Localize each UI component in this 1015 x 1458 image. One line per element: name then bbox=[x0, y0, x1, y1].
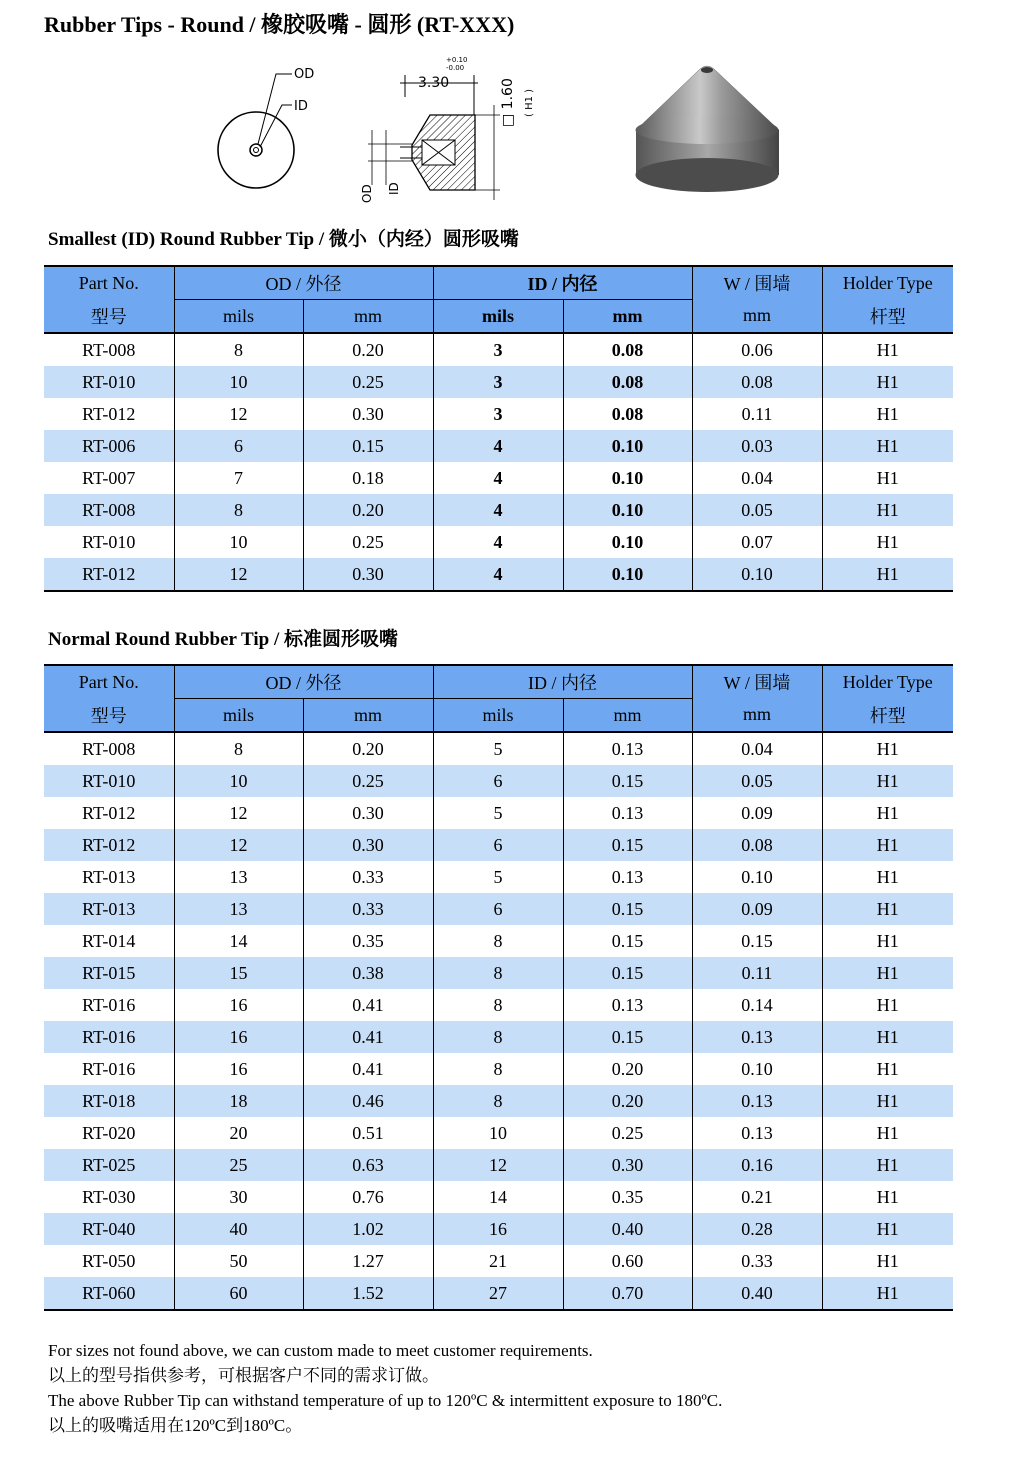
smallest-section-title: Smallest (ID) Round Rubber Tip / 微小（内经）圆形吸嘴 bbox=[48, 229, 519, 250]
table-cell: 0.41 bbox=[303, 1021, 433, 1053]
table-cell: 0.70 bbox=[563, 1277, 692, 1310]
header-id: ID / 内径 bbox=[433, 665, 692, 699]
table-cell: H1 bbox=[822, 829, 953, 861]
table-cell: H1 bbox=[822, 1149, 953, 1181]
table-cell: 0.20 bbox=[303, 494, 433, 526]
table-cell: 8 bbox=[433, 925, 563, 957]
table-cell: 18 bbox=[174, 1085, 303, 1117]
table-cell: 0.30 bbox=[563, 1149, 692, 1181]
table-cell: 0.60 bbox=[563, 1245, 692, 1277]
table-cell: 4 bbox=[433, 558, 563, 591]
table-cell: 0.10 bbox=[563, 558, 692, 591]
header-od: OD / 外径 bbox=[174, 665, 433, 699]
table-cell: H1 bbox=[822, 494, 953, 526]
table-cell: 0.10 bbox=[692, 558, 822, 591]
table-cell: 0.08 bbox=[563, 333, 692, 366]
dim-1-60: □ 1.60 bbox=[500, 78, 516, 127]
table-cell: 0.25 bbox=[303, 366, 433, 398]
table-cell: 0.07 bbox=[692, 526, 822, 558]
table-cell: 0.13 bbox=[563, 989, 692, 1021]
table-cell: H1 bbox=[822, 861, 953, 893]
table-cell: H1 bbox=[822, 1021, 953, 1053]
header-holder-cn: 杆型 bbox=[822, 300, 953, 334]
page-title: Rubber Tips - Round / 橡胶吸嘴 - 圆形 (RT-XXX) bbox=[44, 12, 515, 37]
table-cell: 0.10 bbox=[563, 430, 692, 462]
table-row bbox=[44, 558, 953, 591]
table-cell: 0.03 bbox=[692, 430, 822, 462]
table-cell: 0.41 bbox=[303, 1053, 433, 1085]
table-row bbox=[44, 732, 953, 765]
table-cell: 8 bbox=[433, 957, 563, 989]
header-id: ID / 内径 bbox=[433, 266, 692, 300]
table-cell: 30 bbox=[174, 1181, 303, 1213]
table-cell: 0.15 bbox=[303, 430, 433, 462]
table-cell: 0.20 bbox=[303, 333, 433, 366]
table-cell: 0.15 bbox=[563, 957, 692, 989]
header-od-mils: mils bbox=[174, 699, 303, 733]
table-cell: H1 bbox=[822, 1277, 953, 1310]
tolerance-plus: +0.10 bbox=[446, 56, 468, 64]
table-cell: 8 bbox=[433, 1021, 563, 1053]
table-cell: 0.30 bbox=[303, 558, 433, 591]
table-cell: RT-008 bbox=[82, 738, 136, 759]
table-cell: 0.05 bbox=[692, 494, 822, 526]
table-cell: 10 bbox=[174, 765, 303, 797]
table-cell: 0.08 bbox=[563, 366, 692, 398]
table-row bbox=[44, 989, 953, 1021]
table-cell: 16 bbox=[174, 1053, 303, 1085]
table-cell: 0.40 bbox=[563, 1213, 692, 1245]
table-cell: 0.13 bbox=[692, 1021, 822, 1053]
table-cell: 0.33 bbox=[303, 893, 433, 925]
table-cell: 0.25 bbox=[303, 765, 433, 797]
table-cell: 12 bbox=[433, 1149, 563, 1181]
table-cell: H1 bbox=[822, 989, 953, 1021]
header-w-mm: mm bbox=[692, 300, 822, 334]
table-cell: 0.10 bbox=[692, 861, 822, 893]
table-cell: RT-007 bbox=[82, 467, 136, 488]
table-cell: 0.09 bbox=[692, 893, 822, 925]
section-id-label: ID bbox=[387, 182, 401, 195]
table-cell: 0.08 bbox=[692, 829, 822, 861]
table-row bbox=[44, 1245, 953, 1277]
table-cell: 5 bbox=[433, 797, 563, 829]
table-cell: 0.41 bbox=[303, 989, 433, 1021]
table-cell: 0.05 bbox=[692, 765, 822, 797]
header-od-mils: mils bbox=[174, 300, 303, 334]
table-row bbox=[44, 925, 953, 957]
table-row bbox=[44, 1085, 953, 1117]
table-cell: 0.08 bbox=[563, 398, 692, 430]
table-cell: 4 bbox=[433, 526, 563, 558]
table-cell: 8 bbox=[174, 333, 303, 366]
table-cell: 1.27 bbox=[303, 1245, 433, 1277]
table-cell: RT-015 bbox=[44, 957, 174, 989]
front-view bbox=[218, 67, 314, 188]
table-row bbox=[44, 333, 953, 366]
table-cell: 14 bbox=[433, 1181, 563, 1213]
table-cell: RT-060 bbox=[44, 1277, 174, 1310]
table-cell: H1 bbox=[822, 732, 953, 765]
table-cell: RT-016 bbox=[82, 1058, 136, 1079]
header-part-no: Part No. bbox=[44, 266, 174, 300]
table-cell: 0.51 bbox=[303, 1117, 433, 1149]
header-od: OD / 外径 bbox=[174, 266, 433, 300]
technical-diagram bbox=[200, 55, 820, 210]
table-cell: 8 bbox=[433, 1053, 563, 1085]
table-row bbox=[44, 797, 953, 829]
table-cell: 5 bbox=[433, 732, 563, 765]
table-cell: 4 bbox=[433, 462, 563, 494]
table-cell: RT-012 bbox=[82, 802, 136, 823]
table-cell: 0.16 bbox=[692, 1149, 822, 1181]
table-cell: RT-050 bbox=[82, 1250, 136, 1271]
table-cell: 0.76 bbox=[303, 1181, 433, 1213]
table-cell: 6 bbox=[433, 765, 563, 797]
header-w: W / 围墙 bbox=[692, 266, 822, 300]
table-cell: 13 bbox=[174, 861, 303, 893]
table-cell: 0.13 bbox=[563, 797, 692, 829]
table-cell: H1 bbox=[822, 797, 953, 829]
table-cell: 15 bbox=[174, 957, 303, 989]
header-w-mm: mm bbox=[692, 699, 822, 733]
table-cell: 4 bbox=[433, 494, 563, 526]
table-row bbox=[44, 829, 953, 861]
header-holder-cn: 杆型 bbox=[822, 699, 953, 733]
table-row bbox=[44, 462, 953, 494]
table-row bbox=[44, 1213, 953, 1245]
table-cell: 0.10 bbox=[692, 1053, 822, 1085]
table-cell: RT-016 bbox=[82, 994, 136, 1015]
table-cell: 50 bbox=[174, 1245, 303, 1277]
note-line: 以上的型号指供参考，可根据客户不同的需求订做。 bbox=[48, 1366, 439, 1385]
tolerance-minus: -0.00 bbox=[446, 64, 465, 72]
table-cell: 1.02 bbox=[303, 1213, 433, 1245]
header-id-mm: mm bbox=[563, 300, 692, 334]
table-cell: 0.38 bbox=[303, 957, 433, 989]
table-cell: RT-012 bbox=[44, 829, 174, 861]
table-cell: RT-018 bbox=[44, 1085, 174, 1117]
table-cell: H1 bbox=[822, 1085, 953, 1117]
table-cell: RT-010 bbox=[44, 765, 174, 797]
table-cell: H1 bbox=[822, 366, 953, 398]
table-cell: 0.15 bbox=[563, 893, 692, 925]
table-cell: 8 bbox=[433, 1085, 563, 1117]
table-cell: 12 bbox=[174, 558, 303, 591]
table-cell: RT-013 bbox=[82, 866, 136, 887]
header-holder: Holder Type bbox=[822, 266, 953, 300]
table-row bbox=[44, 1117, 953, 1149]
table-cell: 14 bbox=[174, 925, 303, 957]
section-view bbox=[360, 56, 535, 203]
table-cell: 7 bbox=[174, 462, 303, 494]
table-cell: RT-014 bbox=[82, 930, 136, 951]
notes bbox=[48, 1338, 722, 1438]
note-line: For sizes not found above, we can custom made to meet customer requirements. bbox=[48, 1341, 593, 1360]
table-cell: 3 bbox=[433, 366, 563, 398]
table-cell: 8 bbox=[174, 494, 303, 526]
table-row bbox=[44, 1021, 953, 1053]
table-cell: RT-040 bbox=[44, 1213, 174, 1245]
table-cell: 0.15 bbox=[563, 765, 692, 797]
dim-3-30: 3.30 bbox=[418, 75, 450, 91]
table-cell: 0.15 bbox=[563, 829, 692, 861]
table-cell: 0.35 bbox=[303, 925, 433, 957]
table-cell: 3 bbox=[433, 398, 563, 430]
table-cell: 0.35 bbox=[563, 1181, 692, 1213]
table-cell: 0.13 bbox=[692, 1085, 822, 1117]
table-row bbox=[44, 1149, 953, 1181]
table-cell: H1 bbox=[822, 1213, 953, 1245]
table-cell: 8 bbox=[174, 732, 303, 765]
table-cell: H1 bbox=[822, 1181, 953, 1213]
smallest-table bbox=[44, 265, 953, 592]
table-cell: 0.33 bbox=[303, 861, 433, 893]
table-cell: 12 bbox=[174, 398, 303, 430]
table-cell: 0.13 bbox=[563, 732, 692, 765]
table-cell: 25 bbox=[174, 1149, 303, 1181]
table-cell: 0.10 bbox=[563, 526, 692, 558]
table-row bbox=[44, 366, 953, 398]
table-cell: 0.40 bbox=[692, 1277, 822, 1310]
section-od-label: OD bbox=[360, 184, 374, 203]
table-cell: 0.15 bbox=[563, 1021, 692, 1053]
table-cell: 4 bbox=[433, 430, 563, 462]
table-cell: 0.20 bbox=[303, 732, 433, 765]
table-cell: 0.25 bbox=[563, 1117, 692, 1149]
table-cell: 3 bbox=[433, 333, 563, 366]
table-cell: 16 bbox=[433, 1213, 563, 1245]
table-cell: 16 bbox=[174, 1021, 303, 1053]
table-cell: RT-016 bbox=[44, 1021, 174, 1053]
table-cell: RT-010 bbox=[82, 531, 136, 552]
table-cell: RT-012 bbox=[82, 403, 136, 424]
table-cell: 12 bbox=[174, 829, 303, 861]
table-row bbox=[44, 765, 953, 797]
table-row bbox=[44, 1277, 953, 1310]
table-cell: RT-030 bbox=[82, 1186, 136, 1207]
table-cell: RT-020 bbox=[82, 1122, 136, 1143]
table-cell: 0.04 bbox=[692, 462, 822, 494]
table-row bbox=[44, 893, 953, 925]
table-cell: 16 bbox=[174, 989, 303, 1021]
table-cell: 10 bbox=[174, 366, 303, 398]
table-cell: H1 bbox=[822, 333, 953, 366]
note-line: The above Rubber Tip can withstand temperature of up to 120ºC & intermittent exposure to 180ºC. bbox=[48, 1391, 723, 1410]
table-cell: 0.11 bbox=[692, 957, 822, 989]
table-cell: RT-008 bbox=[82, 339, 136, 360]
table-cell: H1 bbox=[822, 398, 953, 430]
table-cell: 0.30 bbox=[303, 398, 433, 430]
table-cell: H1 bbox=[822, 430, 953, 462]
table-cell: H1 bbox=[822, 558, 953, 591]
table-cell: 0.18 bbox=[303, 462, 433, 494]
table-cell: 0.20 bbox=[563, 1053, 692, 1085]
table-cell: 6 bbox=[433, 893, 563, 925]
table-cell: H1 bbox=[822, 765, 953, 797]
table-cell: 40 bbox=[174, 1213, 303, 1245]
table-cell: 0.25 bbox=[303, 526, 433, 558]
table-row bbox=[44, 494, 953, 526]
table-cell: 12 bbox=[174, 797, 303, 829]
table-row bbox=[44, 957, 953, 989]
table-row bbox=[44, 526, 953, 558]
table-cell: 0.30 bbox=[303, 829, 433, 861]
table-cell: 0.21 bbox=[692, 1181, 822, 1213]
id-label: ID bbox=[294, 99, 308, 114]
table-cell: 0.14 bbox=[692, 989, 822, 1021]
table-cell: RT-012 bbox=[44, 558, 174, 591]
header-holder: Holder Type bbox=[822, 665, 953, 699]
table-cell: 0.28 bbox=[692, 1213, 822, 1245]
table-cell: 0.15 bbox=[563, 925, 692, 957]
header-part-no-cn: 型号 bbox=[44, 300, 174, 334]
table-row bbox=[44, 430, 953, 462]
table-cell: RT-010 bbox=[44, 366, 174, 398]
table-cell: H1 bbox=[822, 957, 953, 989]
header-part-no-cn: 型号 bbox=[44, 699, 174, 733]
header-od-mm: mm bbox=[303, 699, 433, 733]
table-cell: 0.15 bbox=[692, 925, 822, 957]
table-cell: 13 bbox=[174, 893, 303, 925]
table-cell: 0.13 bbox=[692, 1117, 822, 1149]
table-cell: 0.09 bbox=[692, 797, 822, 829]
table-cell: 1.52 bbox=[303, 1277, 433, 1310]
table-cell: 60 bbox=[174, 1277, 303, 1310]
table-row bbox=[44, 861, 953, 893]
table-cell: H1 bbox=[822, 462, 953, 494]
header-od-mm: mm bbox=[303, 300, 433, 334]
header-w: W / 围墙 bbox=[692, 665, 822, 699]
od-label: OD bbox=[294, 67, 315, 82]
table-row bbox=[44, 398, 953, 430]
table-row bbox=[44, 1181, 953, 1213]
table-cell: 0.20 bbox=[563, 1085, 692, 1117]
table-cell: 0.10 bbox=[563, 494, 692, 526]
table-cell: H1 bbox=[822, 1245, 953, 1277]
table-cell: 0.04 bbox=[692, 732, 822, 765]
table-cell: 0.06 bbox=[692, 333, 822, 366]
table-cell: 0.46 bbox=[303, 1085, 433, 1117]
table-cell: RT-008 bbox=[44, 494, 174, 526]
table-cell: H1 bbox=[822, 925, 953, 957]
table-cell: 0.30 bbox=[303, 797, 433, 829]
table-cell: 0.13 bbox=[563, 861, 692, 893]
table-cell: 21 bbox=[433, 1245, 563, 1277]
table-cell: 0.33 bbox=[692, 1245, 822, 1277]
table-cell: H1 bbox=[822, 1053, 953, 1085]
table-cell: 6 bbox=[433, 829, 563, 861]
table-cell: H1 bbox=[822, 893, 953, 925]
table-cell: H1 bbox=[822, 1117, 953, 1149]
table-cell: RT-025 bbox=[44, 1149, 174, 1181]
table-cell: 20 bbox=[174, 1117, 303, 1149]
table-cell: 10 bbox=[433, 1117, 563, 1149]
normal-section-title: Normal Round Rubber Tip / 标准圆形吸嘴 bbox=[48, 629, 398, 650]
table-cell: 5 bbox=[433, 861, 563, 893]
header-id-mils: mils bbox=[433, 699, 563, 733]
table-cell: RT-013 bbox=[44, 893, 174, 925]
table-cell: 0.08 bbox=[692, 366, 822, 398]
table-cell: 0.10 bbox=[563, 462, 692, 494]
table-cell: 0.11 bbox=[692, 398, 822, 430]
table-cell: 8 bbox=[433, 989, 563, 1021]
note-line: 以上的吸嘴适用在120ºC到180ºC。 bbox=[48, 1416, 303, 1435]
normal-table bbox=[44, 664, 953, 1311]
header-id-mils: mils bbox=[433, 300, 563, 334]
table-cell: 6 bbox=[174, 430, 303, 462]
tip-render-image bbox=[636, 66, 780, 192]
header-part-no: Part No. bbox=[44, 665, 174, 699]
table-cell: 0.63 bbox=[303, 1149, 433, 1181]
table-cell: 27 bbox=[433, 1277, 563, 1310]
dim-h1: ( H1 ) bbox=[524, 88, 535, 117]
table-cell: 10 bbox=[174, 526, 303, 558]
table-cell: H1 bbox=[822, 526, 953, 558]
header-id-mm: mm bbox=[563, 699, 692, 733]
table-cell: RT-006 bbox=[44, 430, 174, 462]
table-row bbox=[44, 1053, 953, 1085]
